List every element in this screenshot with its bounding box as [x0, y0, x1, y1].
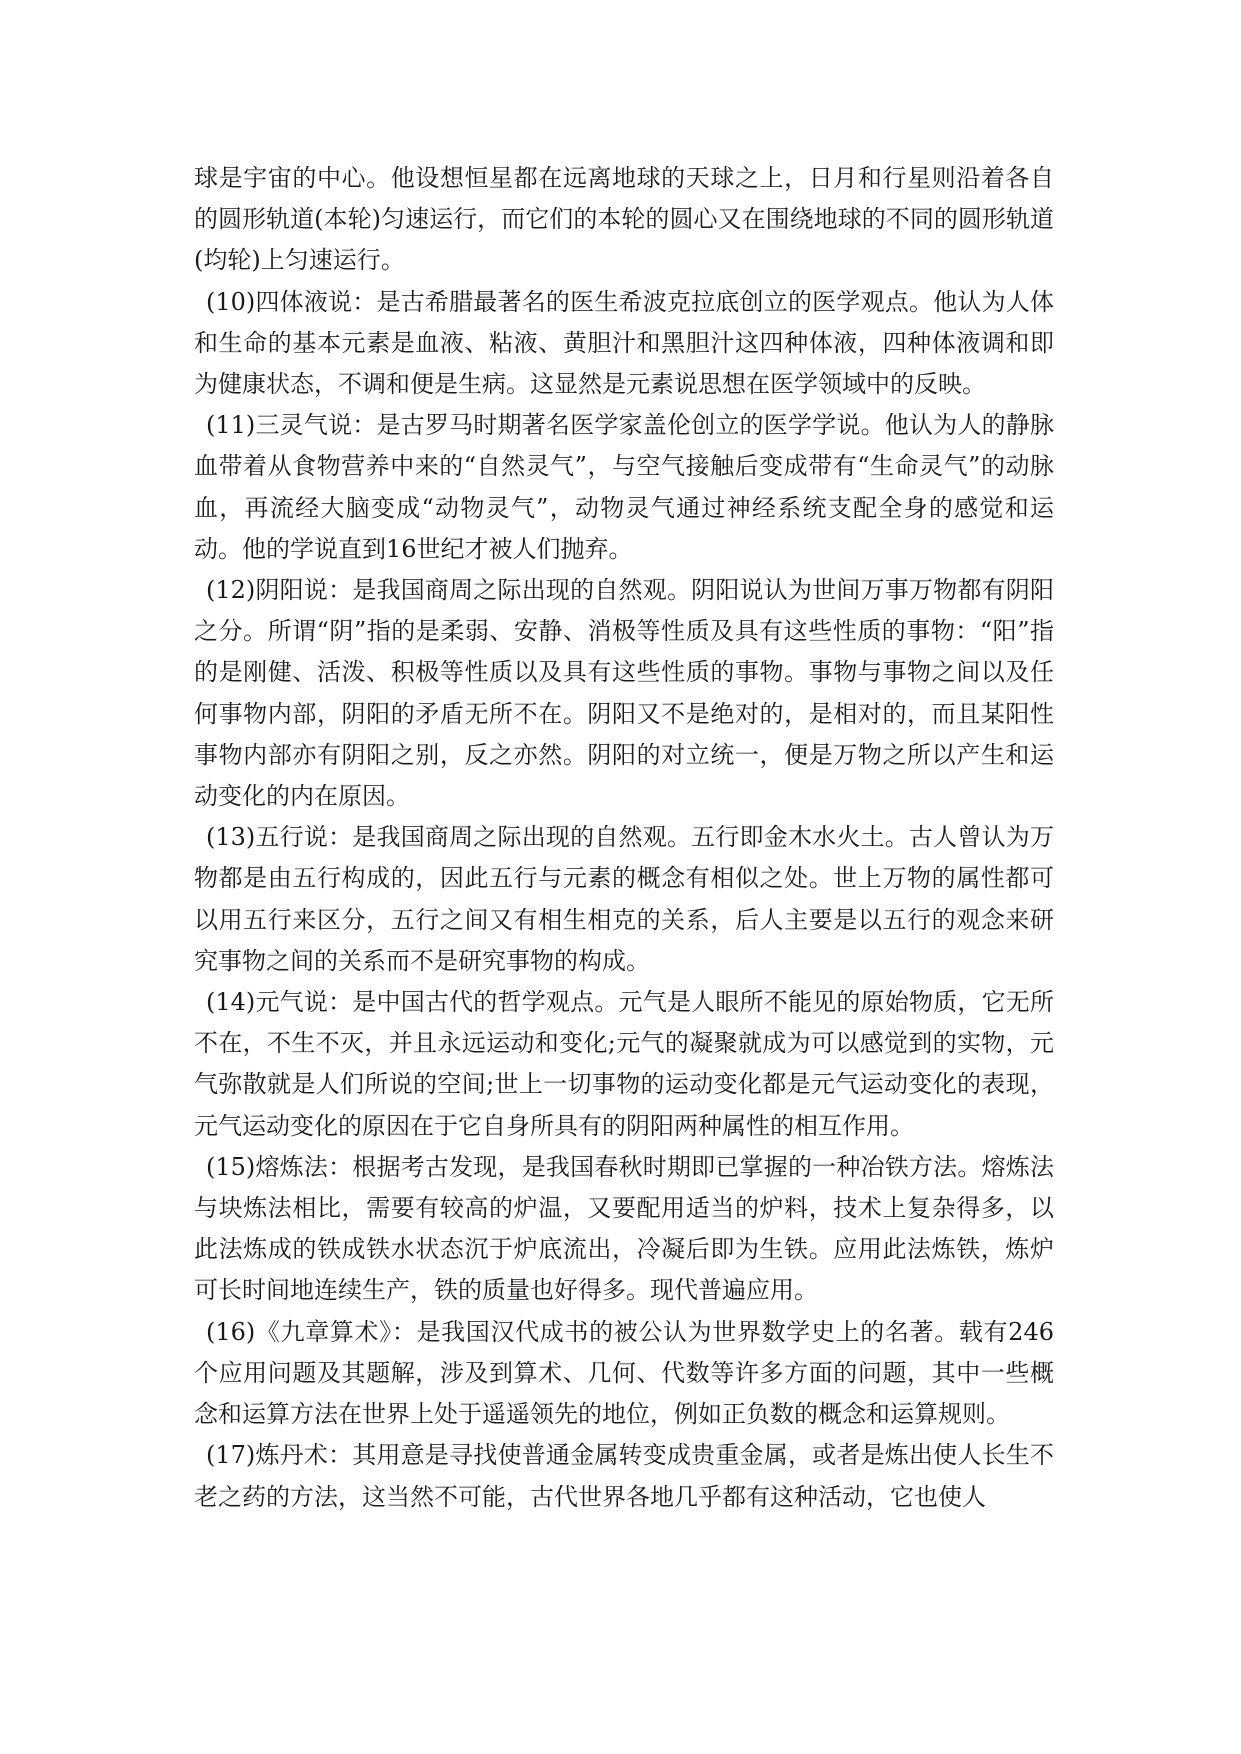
paragraph-five-elements: (13)五行说：是我国商周之际出现的自然观。五行即金木水火土。古人曾认为万物都是由五行构成的，因此五行与元素的概念有相似之处。世上万物的属性都可以用五行来区分，五行之间又有相生相克的关系，后人主要是以五行的观念来研究事物之间的关系而不是研究事物的构成。 [194, 823, 1054, 975]
paragraph-four-humors: (10)四体液说：是古希腊最著名的医生希波克拉底创立的医学观点。他认为人体和生命的基本元素是血液、粘液、黄胆汁和黑胆汁这四种体液，四种体液调和即为健康状态，不调和便是生病。这显然是元素说思想在医学领域中的反映。 [194, 287, 1054, 399]
document-body [194, 158, 1054, 1518]
paragraph-nine-chapters: (16)《九章算术》：是我国汉代成书的被公认为世界数学史上的名著。载有246个应用问题及其题解，涉及到算术、几何、代数等许多方面的问题，其中一些概念和运算方法在世界上处于遥遥领先的地位，例如正负数的概念和运算规则。 [194, 1317, 1054, 1429]
paragraph-alchemy: (17)炼丹术：其用意是寻找使普通金属转变成贵重金属，或者是炼出使人长生不老之药的方法，这当然不可能，古代世界各地几乎都有这种活动，它也使人 [194, 1441, 1054, 1511]
paragraph-yuan-qi: (14)元气说：是中国古代的哲学观点。元气是人眼所不能见的原始物质，它无所不在，不生不灭，并且永远运动和变化;元气的凝聚就成为可以感觉到的实物，元气弥散就是人们所说的空间;世上一切事物的运动变化都是元气运动变化的表现，元气运动变化的原因在于它自身所具有的阴阳两种属性的相互作用。 [194, 988, 1054, 1140]
paragraph-continuation: 球是宇宙的中心。他设想恒星都在远离地球的天球之上，日月和行星则沿着各自的圆形轨道(本轮)匀速运行，而它们的本轮的圆心又在围绕地球的不同的圆形轨道(均轮)上匀速运行。 [194, 164, 1054, 275]
paragraph-three-spirits: (11)三灵气说：是古罗马时期著名医学家盖伦创立的医学学说。他认为人的静脉血带着从食物营养中来的“自然灵气”，与空气接触后变成带有“生命灵气”的动脉血，再流经大脑变成“动物灵气”，动物灵气通过神经系统支配全身的感觉和运动。他的学说直到16世纪才被人们抛弃。 [194, 411, 1054, 563]
paragraph-smelting: (15)熔炼法：根据考古发现，是我国春秋时期即已掌握的一种冶铁方法。熔炼法与块炼法相比，需要有较高的炉温，又要配用适当的炉料，技术上复杂得多，以此法炼成的铁成铁水状态沉于炉底流出，冷凝后即为生铁。应用此法炼铁，炼炉可长时间地连续生产，铁的质量也好得多。现代普遍应用。 [194, 1152, 1054, 1305]
paragraph-yin-yang: (12)阴阳说：是我国商周之际出现的自然观。阴阳说认为世间万事万物都有阴阳之分。所谓“阴”指的是柔弱、安静、消极等性质及具有这些性质的事物：“阳”指的是刚健、活泼、积极等性质以及具有这些性质的事物。事物与事物之间以及任何事物内部，阴阳的矛盾无所不在。阴阳又不是绝对的，是相对的，而且某阳性事物内部亦有阴阳之别，反之亦然。阴阳的对立统一，便是万物之所以产生和运动变化的内在原因。 [194, 576, 1054, 811]
